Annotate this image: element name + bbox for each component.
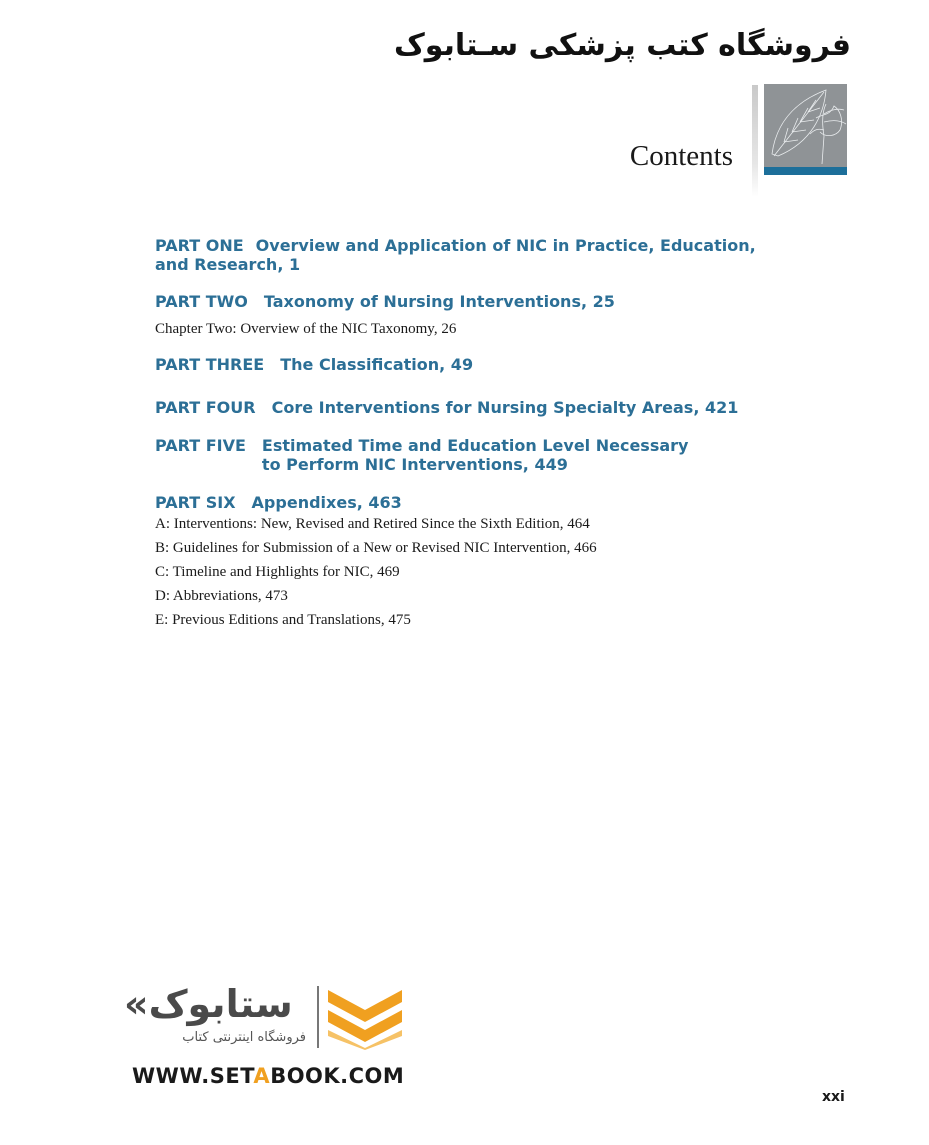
- appendix-entry: E: Previous Editions and Translations, 475: [155, 612, 411, 628]
- url-prefix: WWW.SET: [132, 1064, 254, 1088]
- part-heading: [155, 236, 775, 274]
- website-url[interactable]: [132, 1064, 404, 1088]
- leaf-image: [764, 84, 847, 167]
- book-chevron-icon: [324, 984, 406, 1050]
- part-title: Overview and Application of NIC in Practice, Education, and Research, 1: [155, 236, 756, 274]
- header-accent-bar: [764, 167, 847, 175]
- logo-wordmark: «ستابوک: [124, 982, 293, 1026]
- part-label: PART ONE: [155, 236, 244, 255]
- part-title: Estimated Time and Education Level Necessary to Perform NIC Interventions, 449: [261, 436, 689, 474]
- part-title: Appendixes, 463: [251, 493, 402, 512]
- store-banner: فروشگاه کتب پزشکی سـتابوک: [394, 28, 851, 63]
- logo-tagline: فروشگاه اینترنتی کتاب: [182, 1030, 306, 1045]
- part-heading: [155, 292, 775, 311]
- part-label: PART SIX: [155, 493, 236, 512]
- chapter-entry: Chapter Two: Overview of the NIC Taxonomy, 26: [155, 321, 457, 337]
- url-suffix: BOOK.COM: [270, 1064, 405, 1088]
- appendix-entry: B: Guidelines for Submission of a New or Revised NIC Intervention, 466: [155, 540, 597, 556]
- part-title: Taxonomy of Nursing Interventions, 25: [263, 292, 615, 311]
- part-title: Core Interventions for Nursing Specialty Areas, 421: [271, 398, 739, 417]
- page-number: xxi: [822, 1089, 845, 1105]
- page-title: Contents: [629, 140, 733, 172]
- appendix-entry: D: Abbreviations, 473: [155, 588, 288, 604]
- part-label: PART TWO: [155, 292, 248, 311]
- part-title: The Classification, 49: [280, 355, 474, 374]
- toc-part-four: [155, 398, 775, 417]
- header-strip: [752, 85, 758, 197]
- part-label: PART FIVE: [155, 436, 246, 455]
- toc-part-three: [155, 355, 775, 374]
- toc-part-six: [155, 493, 775, 632]
- part-heading: [155, 436, 775, 474]
- leaf-icon: [764, 84, 847, 167]
- logo-divider: [317, 986, 319, 1048]
- url-highlight: A: [253, 1064, 271, 1088]
- toc-part-five: [155, 436, 775, 474]
- part-label: PART FOUR: [155, 398, 256, 417]
- part-heading: [155, 398, 775, 417]
- toc-part-one: [155, 236, 775, 274]
- part-heading: [155, 355, 775, 374]
- appendix-entry: A: Interventions: New, Revised and Retired Since the Sixth Edition, 464: [155, 516, 590, 532]
- table-of-contents: [155, 236, 775, 632]
- part-label: PART THREE: [155, 355, 265, 374]
- appendix-entry: C: Timeline and Highlights for NIC, 469: [155, 564, 400, 580]
- part-heading: [155, 493, 775, 512]
- toc-part-two: [155, 292, 775, 341]
